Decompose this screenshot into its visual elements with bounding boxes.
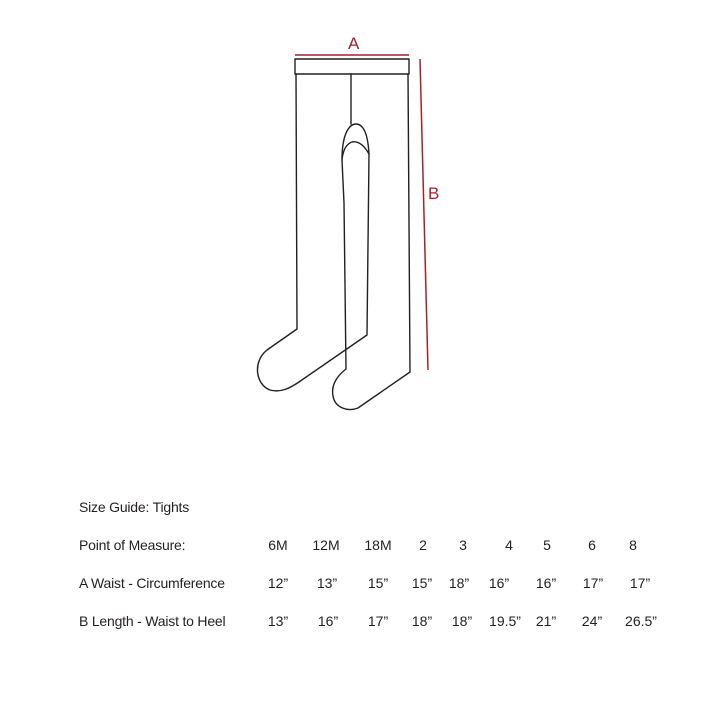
waist-cell: 12” [267,575,289,591]
length-cell: 17” [367,613,389,629]
row-label-point-of-measure: Point of Measure: [79,537,186,553]
waist-cell: 13” [316,575,338,591]
waist-cell: 16” [535,575,557,591]
size-cell: 6M [268,537,288,553]
size-cell: 2 [419,537,427,553]
length-cell: 24” [581,613,603,629]
length-cell: 18” [411,613,433,629]
waist-cell: 17” [582,575,604,591]
waist-cell: 18” [448,575,470,591]
size-cell: 5 [543,537,551,553]
size-cell: 3 [459,537,467,553]
size-cell: 6 [588,537,596,553]
size-guide-title: Size Guide: Tights [79,499,190,515]
waist-cell: 17” [629,575,651,591]
size-cell: 4 [505,537,513,553]
waist-cell: 15” [411,575,433,591]
dimension-label-b: B [428,184,440,203]
size-cell: 18M [364,537,392,553]
row-label-waist: A Waist - Circumference [79,575,225,591]
length-cell: 13” [267,613,289,629]
size-cell: 12M [312,537,340,553]
length-cell: 26.5” [625,613,657,629]
row-label-length: B Length - Waist to Heel [79,613,226,629]
length-cell: 16” [317,613,339,629]
waist-cell: 15” [367,575,389,591]
length-cell: 18” [451,613,473,629]
dimension-label-a: A [348,34,360,53]
length-cell: 21” [535,613,557,629]
size-cell: 8 [629,537,637,553]
length-cell: 19.5” [489,613,521,629]
waist-cell: 16” [488,575,510,591]
